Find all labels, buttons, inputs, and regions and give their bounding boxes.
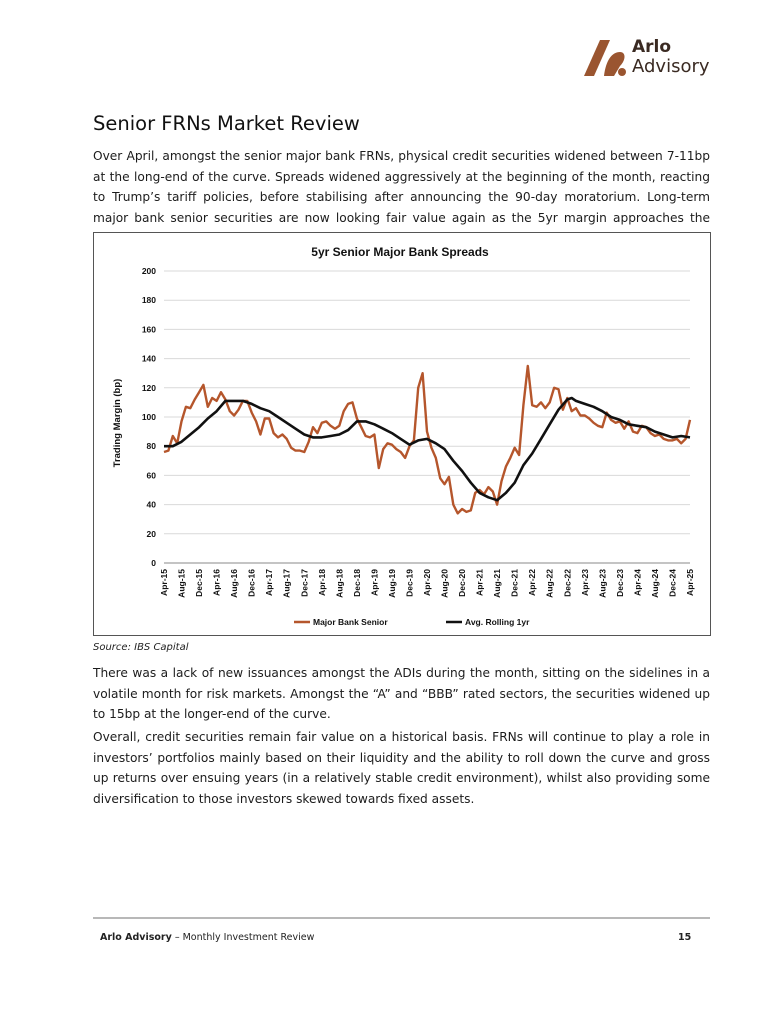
arlo-advisory-logo bbox=[582, 36, 712, 80]
footer-divider bbox=[93, 917, 710, 919]
x-tick-label: Aug-16 bbox=[229, 569, 240, 598]
chart-svg bbox=[94, 233, 710, 635]
x-tick-label: Apr-18 bbox=[316, 569, 327, 596]
x-tick-label: Aug-23 bbox=[597, 569, 608, 598]
x-tick-label: Dec-16 bbox=[246, 569, 257, 597]
y-tick-label: 20 bbox=[146, 528, 156, 539]
arlo-logo-icon bbox=[582, 36, 628, 80]
y-tick-label: 0 bbox=[151, 558, 156, 568]
footer-brand: Arlo Advisory bbox=[100, 932, 172, 943]
legend-label: Avg. Rolling 1yr bbox=[465, 617, 530, 627]
chart-title: 5yr Senior Major Bank Spreads bbox=[311, 245, 489, 259]
x-tick-label: Apr-21 bbox=[474, 569, 485, 596]
x-tick-label: Aug-22 bbox=[544, 569, 555, 598]
y-tick-label: 200 bbox=[141, 266, 156, 276]
logo-line-1: Arlo bbox=[632, 37, 672, 57]
legend-label: Major Bank Senior bbox=[313, 617, 388, 627]
x-tick-label: Aug-21 bbox=[492, 569, 503, 598]
x-tick-label: Dec-17 bbox=[299, 569, 310, 597]
x-tick-label: Apr-20 bbox=[422, 569, 432, 596]
x-tick-label: Aug-20 bbox=[439, 569, 450, 598]
y-tick-label: 60 bbox=[146, 470, 156, 481]
x-tick-label: Dec-15 bbox=[194, 569, 205, 597]
page-number: 15 bbox=[678, 932, 692, 943]
logo-wordmark bbox=[632, 38, 710, 76]
y-axis-label: Trading Margin (bp) bbox=[112, 378, 123, 468]
x-tick-label: Dec-22 bbox=[562, 569, 573, 597]
x-tick-label: Dec-21 bbox=[509, 569, 520, 597]
x-tick-label: Apr-25 bbox=[685, 569, 695, 596]
y-tick-label: 180 bbox=[141, 295, 156, 306]
page-title: Senior FRNs Market Review bbox=[93, 112, 360, 135]
y-tick-label: 120 bbox=[141, 382, 156, 393]
x-tick-label: Apr-19 bbox=[369, 569, 380, 596]
footer-suffix: – Monthly Investment Review bbox=[171, 932, 315, 943]
x-tick-label: Apr-24 bbox=[632, 569, 643, 596]
paragraph-intro: Over April, amongst the senior major bank FRNs, physical credit securities widened between 7-11bp at the long-end of the curve. Spreads widened aggressively at the beginning of the month, reacting to Trump’s tariff policies, before stabilising after announcing the 90-day moratorium. Long-term major bank senior securities are now looking fair value again as the 5yr margin approaches the bbox=[93, 149, 710, 225]
chart-source: Source: IBS Capital bbox=[93, 642, 189, 653]
x-tick-label: Aug-18 bbox=[334, 569, 345, 598]
paragraph-issuance: There was a lack of new issuances amongst the ADIs during the month, sitting on the sidelines in a volatile month for risk markets. Amongst the “A” and “BBB” rated sectors, the securities widened up to 15bp at the longer-end of the curve. bbox=[93, 666, 710, 721]
x-tick-label: Dec-19 bbox=[404, 569, 415, 597]
x-tick-label: Dec-18 bbox=[351, 569, 362, 597]
x-tick-label: Dec-23 bbox=[614, 569, 625, 597]
y-tick-label: 100 bbox=[141, 412, 156, 422]
spreads-chart bbox=[93, 232, 711, 636]
x-tick-label: Aug-17 bbox=[281, 569, 292, 598]
x-tick-label: Apr-22 bbox=[527, 569, 538, 596]
paragraph-outlook: Overall, credit securities remain fair value on a historical basis. FRNs will continue to play a role in investors’ portfolios mainly based on their liquidity and the ability to roll down the curve and gross up returns over ensuing years (in a relatively stable credit environment), whilst also providing some diversification to those investors skewed towards fixed assets. bbox=[93, 730, 710, 806]
x-tick-label: Aug-19 bbox=[386, 569, 397, 598]
x-tick-label: Apr-16 bbox=[211, 569, 222, 596]
x-tick-label: Apr-23 bbox=[579, 569, 590, 596]
x-tick-label: Dec-24 bbox=[667, 569, 678, 597]
y-tick-label: 40 bbox=[146, 499, 156, 510]
footer-publication bbox=[100, 932, 314, 943]
logo-line-2: Advisory bbox=[632, 56, 710, 77]
x-tick-label: Dec-20 bbox=[457, 569, 468, 597]
y-tick-label: 140 bbox=[141, 353, 156, 364]
x-tick-label: Apr-17 bbox=[264, 569, 275, 596]
x-tick-label: Apr-15 bbox=[159, 569, 169, 596]
x-tick-label: Aug-24 bbox=[649, 569, 660, 598]
x-tick-label: Aug-15 bbox=[176, 569, 187, 598]
series-line-avg-rolling-1yr bbox=[164, 398, 690, 500]
y-tick-label: 80 bbox=[146, 441, 156, 452]
y-tick-label: 160 bbox=[141, 324, 156, 335]
